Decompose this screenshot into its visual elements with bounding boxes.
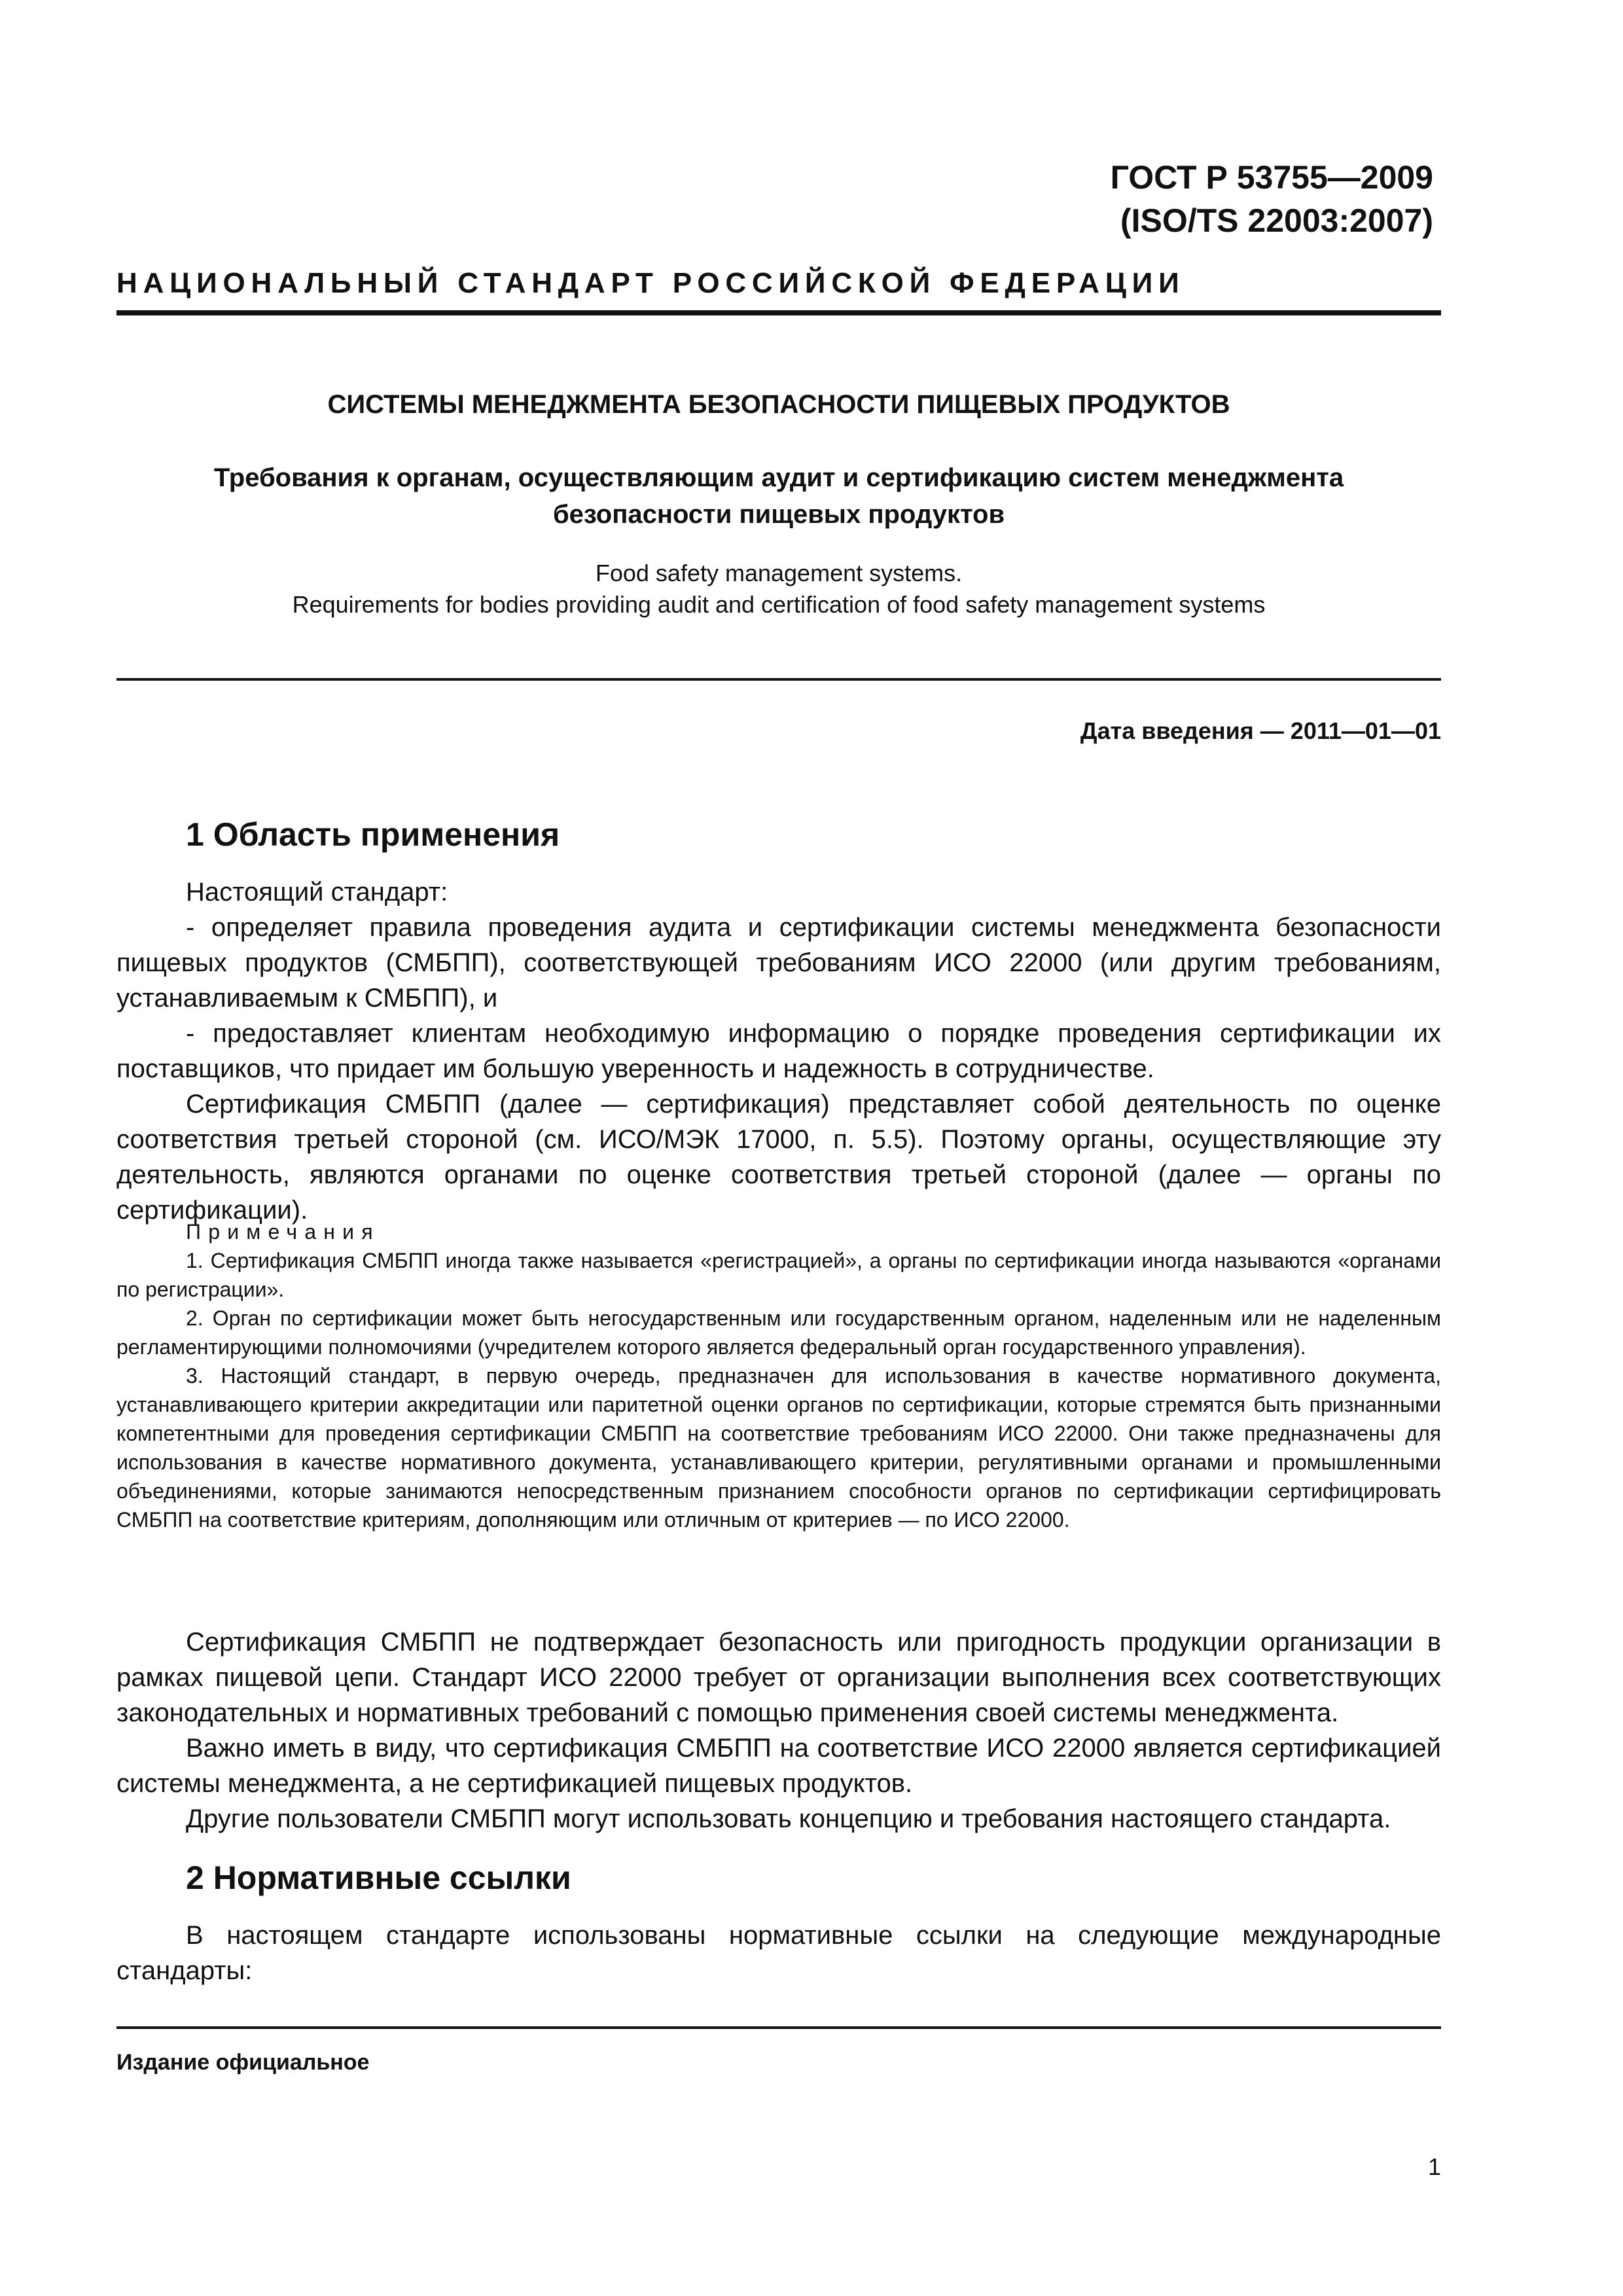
footer-rule	[116, 2026, 1441, 2029]
title-rule	[116, 678, 1441, 681]
paragraph: В настоящем стандарте использованы нормативные ссылки на следующие международные стандарты:	[116, 1921, 1441, 1985]
notes-title: Примечания	[186, 1220, 380, 1244]
standard-designation	[1111, 156, 1433, 242]
introduction-date: Дата введения — 2011—01—01	[1080, 717, 1441, 744]
section-1-heading: 1 Область применения	[186, 816, 560, 853]
document-subtitle	[116, 459, 1441, 533]
notes-block	[116, 1217, 1441, 1534]
section-1-intro	[116, 874, 1441, 1228]
paragraph: - предоставляет клиентам необходимую информацию о порядке проведения сертификации их поставщиков, что придает им большую уверенность и надежность в сотрудничестве.	[116, 1019, 1441, 1083]
subtitle-line-1: Требования к органам, осуществляющим аудит и сертификацию систем менеджмента	[213, 463, 1344, 492]
note-item: 3. Настоящий стандарт, в первую очередь, предназначен для использования в качестве нормативного документа, устанавливающего критерии аккредитации или паритетной оценки органов по сертификации, которые стремятся быть признанными компетентными для проведения сертификации СМБПП на соответствие требованиям ИСО 22000. Они также предназначены для использования в качестве нормативного документа, устанавливающего критерии, регулятивными органами и промышленными объединениями, которые занимаются непосредственным признанием способности органов по сертификации сертифицировать СМБПП на соответствие критериям, дополняющим или отличным от критериев — по ИСО 22000.	[116, 1364, 1441, 1532]
english-title-line-1: Food safety management systems.	[595, 560, 963, 586]
section-1-continued	[116, 1624, 1441, 1837]
designation-iso: (ISO/TS 22003:2007)	[1120, 202, 1433, 239]
english-title-line-2: Requirements for bodies providing audit and certification of food safety management systems	[292, 591, 1266, 618]
paragraph: Важно иметь в виду, что сертификация СМБПП на соответствие ИСО 22000 является сертификацией системы менеджмента, а не сертификацией пищевых продуктов.	[116, 1734, 1441, 1798]
note-item: 1. Сертификация СМБПП иногда также называется «регистрацией», а органы по сертификации иногда называются «органами по регистрации».	[116, 1249, 1441, 1301]
header-rule	[116, 310, 1441, 315]
document-title: СИСТЕМЫ МЕНЕДЖМЕНТА БЕЗОПАСНОСТИ ПИЩЕВЫХ ПРОДУКТОВ	[327, 390, 1230, 419]
edition-label: Издание официальное	[116, 2050, 370, 2075]
note-item: 2. Орган по сертификации может быть негосударственным или государственным органом, наделенным или не наделенным регламентирующими полномочиями (учредителем которого является федеральный орган государственного управления).	[116, 1306, 1441, 1359]
national-standard-banner: НАЦИОНАЛЬНЫЙ СТАНДАРТ РОССИЙСКОЙ ФЕДЕРАЦИИ	[116, 267, 1185, 299]
paragraph: Настоящий стандарт:	[186, 878, 448, 906]
section-2-body	[116, 1918, 1441, 1988]
paragraph: Другие пользователи СМБПП могут использовать концепцию и требования настоящего стандарта.	[186, 1804, 1391, 1833]
page-number: 1	[1427, 2153, 1441, 2180]
english-title	[116, 558, 1441, 620]
paragraph: - определяет правила проведения аудита и сертификации системы менеджмента безопасности пищевых продуктов (СМБПП), соответствующей требованиям ИСО 22000 (или другим требованиям, устанавливаемым к СМБПП), и	[116, 913, 1441, 1013]
subtitle-line-2: безопасности пищевых продуктов	[552, 500, 1005, 529]
section-2-heading: 2 Нормативные ссылки	[186, 1859, 571, 1896]
designation-gost: ГОСТ Р 53755—2009	[1110, 159, 1433, 196]
paragraph: Сертификация СМБПП не подтверждает безопасность или пригодность продукции организации в рамках пищевой цепи. Стандарт ИСО 22000 требует от организации выполнения всех соответствующих законодательных и нормативных требований с помощью применения своей системы менеджмента.	[116, 1628, 1441, 1727]
paragraph: Сертификация СМБПП (далее — сертификация) представляет собой деятельность по оценке соответствия третьей стороной (см. ИСО/МЭК 17000, п. 5.5). Поэтому органы, осуществляющие эту деятельность, являются органами по оценке соответствия третьей стороной (далее — органы по сертификации).	[116, 1090, 1441, 1225]
